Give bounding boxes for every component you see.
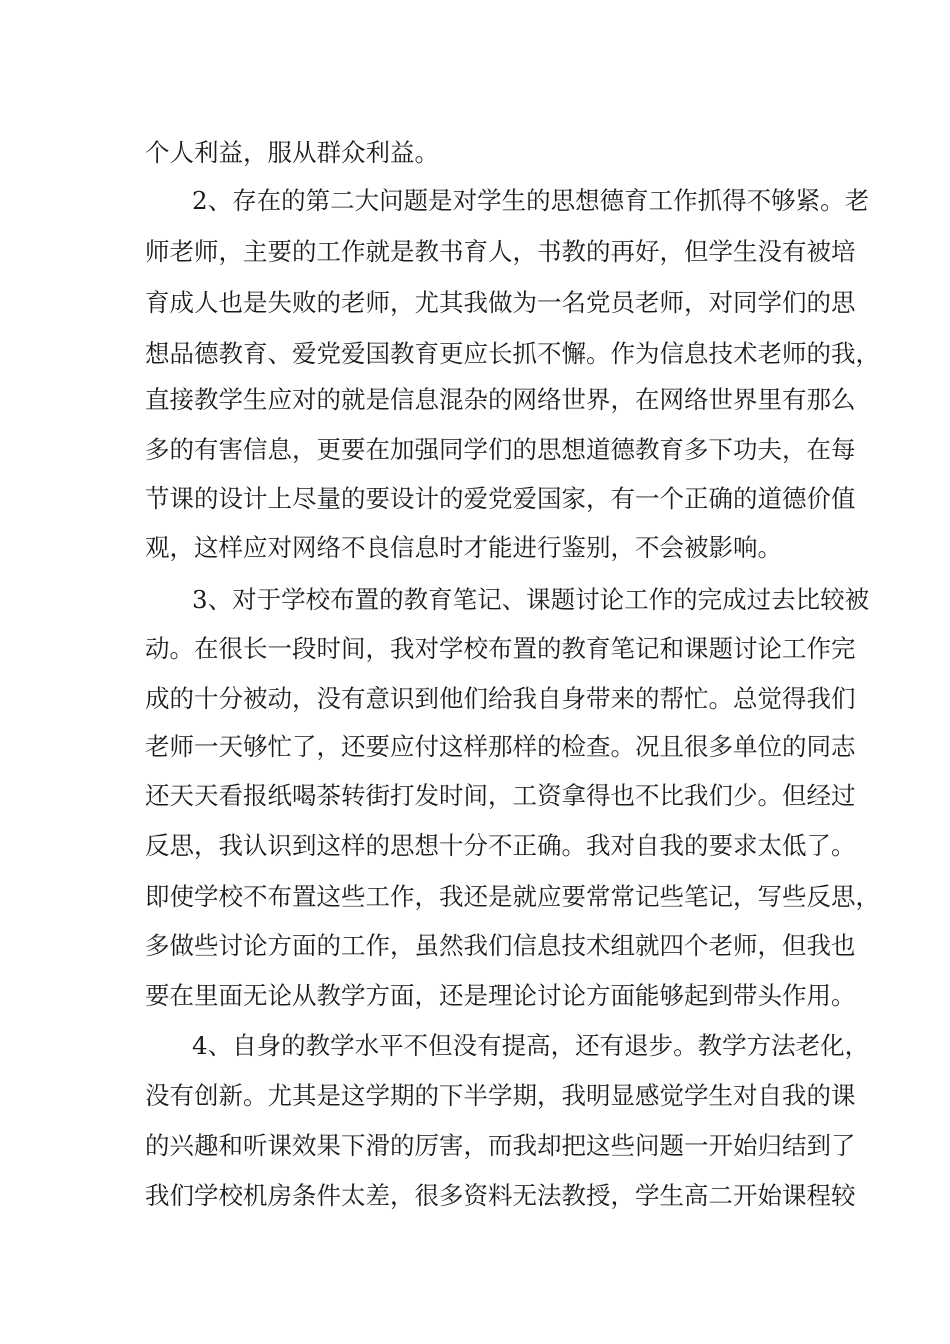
paragraph-line: 师老师，主要的工作就是教书育人，书教的再好，但学生没有被培 [145,237,856,266]
paragraph-line: 没有创新。尤其是这学期的下半学期，我明显感觉学生对自我的课 [145,1081,856,1110]
paragraph-line: 育成人也是失败的老师，尤其我做为一名党员老师，对同学们的思 [145,288,856,317]
paragraph-line: 3、对于学校布置的教育笔记、课题讨论工作的完成过去比较被 [192,585,870,614]
paragraph-line: 节课的设计上尽量的要设计的爱党爱国家，有一个正确的道德价值 [145,484,856,513]
paragraph-line: 多的有害信息，更要在加强同学们的思想道德教育多下功夫，在每 [145,435,856,464]
paragraph-line: 4、自身的教学水平不但没有提高，还有退步。教学方法老化， [192,1031,870,1060]
paragraph-line: 想品德教育、爱党爱国教育更应长抓不懈。作为信息技术老师的我， [145,339,880,368]
paragraph-line: 还天天看报纸喝茶转街打发时间，工资拿得也不比我们少。但经过 [145,781,856,810]
paragraph-line: 多做些讨论方面的工作，虽然我们信息技术组就四个老师，但我也 [145,931,856,960]
paragraph-line: 观，这样应对网络不良信息时才能进行鉴别，不会被影响。 [145,533,782,562]
paragraph-line: 2、存在的第二大问题是对学生的思想德育工作抓得不够紧。老 [192,186,870,215]
paragraph-line: 即使学校不布置这些工作，我还是就应要常常记些笔记，写些反思， [145,882,880,911]
paragraph-line: 反思，我认识到这样的思想十分不正确。我对自我的要求太低了。 [145,831,856,860]
paragraph-line: 动。在很长一段时间，我对学校布置的教育笔记和课题讨论工作完 [145,634,856,663]
paragraph-line: 要在里面无论从教学方面，还是理论讨论方面能够起到带头作用。 [145,981,856,1010]
paragraph-line: 老师一天够忙了，还要应付这样那样的检查。况且很多单位的同志 [145,732,856,761]
paragraph-line: 我们学校机房条件太差，很多资料无法教授，学生高二开始课程较 [145,1181,856,1210]
paragraph-line: 直接教学生应对的就是信息混杂的网络世界，在网络世界里有那么 [145,385,856,414]
paragraph-line: 的兴趣和听课效果下滑的厉害，而我却把这些问题一开始归结到了 [145,1131,856,1160]
paragraph-line: 个人利益，服从群众利益。 [145,138,439,167]
paragraph-line: 成的十分被动，没有意识到他们给我自身带来的帮忙。总觉得我们 [145,684,856,713]
